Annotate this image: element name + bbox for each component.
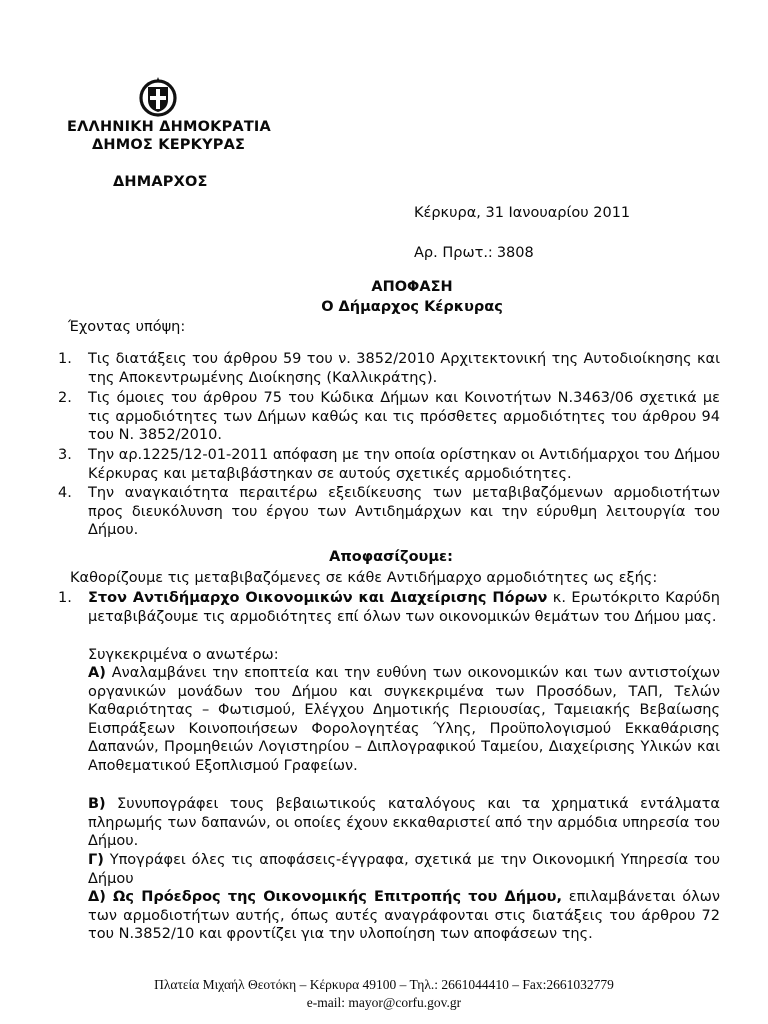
item-number: 2. (58, 390, 72, 406)
item-number: 3. (58, 447, 72, 463)
decision-intro: Καθορίζουμε τις μεταβιβαζόμενες σε κάθε Αντιδήμαρχο αρμοδιότητες ως εξής: (70, 570, 658, 586)
document-subtitle: Ο Δήμαρχος Κέρκυρας (321, 299, 503, 315)
item-text: Την αναγκαιότητα περαιτέρω εξειδίκευσης των μεταβιβαζόμενων αρμοδιοτήτων προς διευκόλυνση του έργου των Αντιδημάρχων και την εύρυθμη λειτουργία του Δήμου. (88, 485, 720, 538)
specifically-line: Συγκεκριμένα ο ανωτέρω: (88, 647, 279, 663)
consideration-item (58, 389, 720, 445)
paragraph-label: Γ) (88, 852, 104, 868)
item-text: κ. Ερωτόκριτο Καρύδη μεταβιβάζουμε τις αρμοδιότητες επί όλων των οικονομικών θεμάτων του Δήμου μας. (88, 590, 720, 625)
protocol-number: 3808 (496, 245, 534, 261)
paragraph-text: επιλαμβάνεται όλων των αρμοδιοτήτων αυτής, όπως αυτές αναγράφονται στις διατάξεις του άρθρου 72 του Ν.3852/10 και φροντίζει για την υλοποίηση των αποφάσεων της. (88, 889, 720, 942)
consideration-item (58, 484, 720, 540)
item-text: Την αρ.1225/12-01-2011 απόφαση με την οποία ορίστηκαν οι Αντιδήμαρχοι του Δήμου Κέρκυρας και μεταβιβάστηκαν σε αυτούς σχετικές αρμοδιότητες. (88, 447, 720, 482)
place-and-date: Κέρκυρα, 31 Ιανουαρίου 2011 (414, 205, 631, 221)
item-text: Τις όμοιες του άρθρου 75 του Κώδικα Δήμων και Κοινοτήτων Ν.3463/06 σχετικά με τις αρμοδιότητες των Δήμων καθώς και τις πρόσθετες αρμοδιότητες του άρθρου 94 του Ν. 3852/2010. (88, 390, 720, 443)
issuer-department: ΔΗΜΑΡΧΟΣ (113, 174, 208, 190)
decision-heading: Αποφασίζουμε: (329, 549, 453, 565)
document-title: ΑΠΟΦΑΣΗ (371, 279, 453, 295)
decision-item (58, 589, 720, 626)
paragraph-text: Συνυπογράφει τους βεβαιωτικούς καταλόγους και τα χρηματικά εντάλματα πληρωμής των δαπανών, οι οποίες έχουν εκκαθαριστεί από την αρμόδια υπηρεσία του Δήμου. (88, 796, 720, 849)
issuer-country: ΕΛΛΗΝΙΚΗ ΔΗΜΟΚΡΑΤΙΑ (67, 119, 271, 135)
paragraph-text: Υπογράφει όλες τις αποφάσεις-έγγραφα, σχετικά με την Οικονομική Υπηρεσία του Δήμου (88, 852, 720, 887)
paragraph-label: Α) (88, 665, 106, 681)
paragraph-c (88, 851, 720, 888)
paragraph-label: Δ) Ως Πρόεδρος της Οικονομικής Επιτροπής του Δήμου, (88, 889, 562, 905)
considering-heading: Έχοντας υπόψη: (68, 319, 186, 335)
deputy-mayor-title: Στον Αντιδήμαρχο Οικονομικών και Διαχείρισης Πόρων (88, 590, 548, 606)
item-number: 4. (58, 485, 72, 501)
paragraph-a (88, 664, 720, 775)
item-number: 1. (58, 590, 72, 606)
consideration-item (58, 350, 720, 387)
protocol-label: Αρ. Πρωτ.: (414, 245, 493, 261)
greek-coat-of-arms-icon (136, 74, 180, 118)
consideration-item (58, 446, 720, 483)
paragraph-label: Β) (88, 796, 106, 812)
item-text: Τις διατάξεις του άρθρου 59 του ν. 3852/2010 Αρχιτεκτονική της Αυτοδιοίκησης και της Αποκεντρωμένης Διοίκησης (Καλλικράτης). (88, 351, 720, 386)
footer-email: e-mail: mayor@corfu.gov.gr (306, 995, 462, 1010)
issuer-municipality: ΔΗΜΟΣ ΚΕΡΚΥΡΑΣ (92, 137, 246, 153)
protocol-line (414, 245, 534, 261)
paragraph-text: Αναλαμβάνει την εποπτεία και την ευθύνη των οικονομικών και των αντιστοίχων οργανικών μονάδων του Δήμου και συγκεκριμένα των Προσόδων, ΤΑΠ, Τελών Καθαριότητας – Φωτισμού, Ελέγχου Δημοτικής Περιουσίας, Ταμειακής Βεβαίωσης Εισπράξεων Κοινοποιήσεων Φορολογητέας Ύλης, Προϋπολογισμού Εκκαθάρισης Δαπανών, Προμηθειών Λογιστηρίου – Διπλογραφικού Ταμείου, Διαχείρισης Υλικών και Αποθεματικού Εξοπλισμού Γραφείων. (88, 665, 720, 774)
footer-address: Πλατεία Μιχαήλ Θεοτόκη – Κέρκυρα 49100 – Τηλ.: 2661044410 – Fax:2661032779 (154, 977, 614, 992)
paragraph-b (88, 795, 720, 851)
paragraph-d (88, 888, 720, 944)
item-number: 1. (58, 351, 72, 367)
